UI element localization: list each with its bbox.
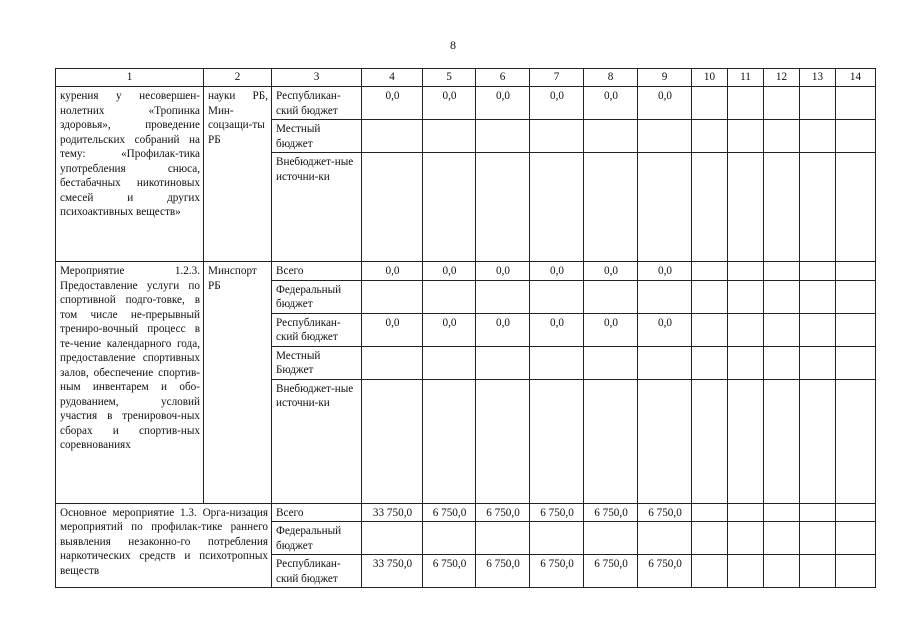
block2-value-col9: 0,0 (638, 313, 692, 346)
block3-value-col7: 6 750,0 (530, 503, 584, 522)
block2-value-col7 (530, 379, 584, 503)
page-number: 8 (450, 38, 456, 52)
block2-empty-col13 (800, 313, 836, 346)
block2-empty-col12 (764, 280, 800, 313)
block3-empty-col10 (692, 555, 728, 588)
block2-value-col4: 0,0 (362, 313, 423, 346)
block3-value-col7 (530, 522, 584, 555)
block3-value-col6: 6 750,0 (476, 503, 530, 522)
block1-empty-col14 (836, 87, 876, 120)
block2-funding-source: Местный Бюджет (272, 346, 362, 379)
block2-value-col5 (423, 346, 476, 379)
block1-empty-col10 (692, 120, 728, 153)
block3-funding-source: Федеральный бюджет (272, 522, 362, 555)
block2-value-col6: 0,0 (476, 313, 530, 346)
block2-value-col7: 0,0 (530, 313, 584, 346)
block1-value-col9 (638, 153, 692, 262)
column-header-12: 12 (764, 69, 800, 87)
block1-funding-source: Местный бюджет (272, 120, 362, 153)
column-header-10: 10 (692, 69, 728, 87)
block3-value-col8 (584, 522, 638, 555)
block1-value-col7 (530, 120, 584, 153)
block2-value-col6 (476, 346, 530, 379)
block2-empty-col14 (836, 262, 876, 281)
block2-value-col5: 0,0 (423, 262, 476, 281)
block3-value-col4: 33 750,0 (362, 503, 423, 522)
block2-funding-source: Внебюджет-ные источни-ки (272, 379, 362, 503)
block3-empty-col11 (728, 555, 764, 588)
block1-value-col4 (362, 120, 423, 153)
block2-empty-col11 (728, 379, 764, 503)
block1-empty-col13 (800, 153, 836, 262)
block3-empty-col14 (836, 503, 876, 522)
block1-executor: науки РБ, Мин-соцзащи-ты РБ (204, 87, 272, 262)
block3-value-col8: 6 750,0 (584, 503, 638, 522)
block3-empty-col13 (800, 522, 836, 555)
block1-value-col6 (476, 153, 530, 262)
column-header-4: 4 (362, 69, 423, 87)
block3-value-col9: 6 750,0 (638, 555, 692, 588)
block3-empty-col12 (764, 503, 800, 522)
block1-empty-col14 (836, 153, 876, 262)
block2-value-col5 (423, 379, 476, 503)
block3-value-col6: 6 750,0 (476, 555, 530, 588)
block3-empty-col12 (764, 555, 800, 588)
table-row (56, 503, 876, 522)
block3-value-col4 (362, 522, 423, 555)
block1-value-col8 (584, 153, 638, 262)
block2-value-col4: 0,0 (362, 262, 423, 281)
block1-description: курения у несовершен-нолетних «Тропинка здоровья», проведение родительских собраний на тему: «Профилак-тика употребления снюса, бестабачных никотиновых смесей и других психоактивных веществ» (56, 87, 204, 262)
block2-value-col9 (638, 280, 692, 313)
block1-empty-col14 (836, 120, 876, 153)
block2-empty-col14 (836, 280, 876, 313)
block2-empty-col14 (836, 346, 876, 379)
column-header-9: 9 (638, 69, 692, 87)
block2-empty-col10 (692, 379, 728, 503)
block2-empty-col12 (764, 346, 800, 379)
block2-empty-col12 (764, 379, 800, 503)
table-row (56, 262, 876, 281)
block2-value-col6: 0,0 (476, 262, 530, 281)
block2-empty-col14 (836, 379, 876, 503)
column-header-1: 1 (56, 69, 204, 87)
block1-empty-col12 (764, 153, 800, 262)
block3-value-col4: 33 750,0 (362, 555, 423, 588)
block2-empty-col11 (728, 280, 764, 313)
block3-value-col5: 6 750,0 (423, 503, 476, 522)
block2-empty-col10 (692, 346, 728, 379)
block1-empty-col10 (692, 87, 728, 120)
column-header-2: 2 (204, 69, 272, 87)
block2-value-col7: 0,0 (530, 262, 584, 281)
block1-value-col6 (476, 120, 530, 153)
table-row (56, 87, 876, 120)
column-header-13: 13 (800, 69, 836, 87)
block2-value-col4 (362, 280, 423, 313)
block3-value-col8: 6 750,0 (584, 555, 638, 588)
column-header-5: 5 (423, 69, 476, 87)
block2-value-col9: 0,0 (638, 262, 692, 281)
block2-value-col8 (584, 346, 638, 379)
block2-value-col5: 0,0 (423, 313, 476, 346)
block2-funding-source: Всего (272, 262, 362, 281)
block3-empty-col10 (692, 503, 728, 522)
block1-empty-col11 (728, 153, 764, 262)
block2-empty-col14 (836, 313, 876, 346)
block2-value-col9 (638, 379, 692, 503)
block3-value-col5 (423, 522, 476, 555)
column-header-7: 7 (530, 69, 584, 87)
block1-value-col9: 0,0 (638, 87, 692, 120)
block3-funding-source: Республикан-ский бюджет (272, 555, 362, 588)
block1-value-col5 (423, 153, 476, 262)
column-header-8: 8 (584, 69, 638, 87)
block2-empty-col13 (800, 262, 836, 281)
block2-value-col8 (584, 379, 638, 503)
block3-funding-source: Всего (272, 503, 362, 522)
column-header-14: 14 (836, 69, 876, 87)
column-header-6: 6 (476, 69, 530, 87)
block1-value-col5 (423, 120, 476, 153)
block3-value-col9: 6 750,0 (638, 503, 692, 522)
column-header-11: 11 (728, 69, 764, 87)
block1-empty-col11 (728, 120, 764, 153)
block1-value-col7: 0,0 (530, 87, 584, 120)
block1-empty-col13 (800, 87, 836, 120)
block1-value-col9 (638, 120, 692, 153)
block2-empty-col13 (800, 346, 836, 379)
block1-empty-col11 (728, 87, 764, 120)
block3-value-col7: 6 750,0 (530, 555, 584, 588)
block2-value-col5 (423, 280, 476, 313)
block3-empty-col14 (836, 522, 876, 555)
block2-funding-source: Федеральный бюджет (272, 280, 362, 313)
block1-funding-source: Внебюджет-ные источни-ки (272, 153, 362, 262)
block2-value-col9 (638, 346, 692, 379)
header-row (56, 69, 876, 87)
block2-description: Мероприятие 1.2.3. Предоставление услуги по спортивной подго-товке, в том числе не-прерывный трениро-вочный процесс в те-чение календарного года, предоставление спортивных залов, обеспечение спортив-ным инвентарем и обо-рудованием, условий участия в тренировоч-ных сборах и спортив-ных соревнованиях (56, 262, 204, 504)
block2-value-col7 (530, 280, 584, 313)
block1-value-col4 (362, 153, 423, 262)
block3-description: Основное мероприятие 1.3. Орга-низация мероприятий по профилак-тике раннего выявления незаконно-го потребления наркотических средств и психотропных веществ (56, 503, 272, 588)
block2-value-col6 (476, 379, 530, 503)
block2-value-col8 (584, 280, 638, 313)
block2-value-col7 (530, 346, 584, 379)
block1-empty-col10 (692, 153, 728, 262)
block3-empty-col11 (728, 522, 764, 555)
block1-value-col7 (530, 153, 584, 262)
block2-empty-col10 (692, 313, 728, 346)
block3-empty-col11 (728, 503, 764, 522)
block2-empty-col10 (692, 262, 728, 281)
block2-empty-col11 (728, 313, 764, 346)
block2-empty-col11 (728, 346, 764, 379)
block1-funding-source: Республикан-ский бюджет (272, 87, 362, 120)
budget-table (55, 68, 876, 588)
block1-value-col8 (584, 120, 638, 153)
block2-funding-source: Республикан-ский бюджет (272, 313, 362, 346)
block2-value-col8: 0,0 (584, 262, 638, 281)
block1-value-col5: 0,0 (423, 87, 476, 120)
column-header-3: 3 (272, 69, 362, 87)
block2-value-col6 (476, 280, 530, 313)
block3-empty-col14 (836, 555, 876, 588)
block3-value-col9 (638, 522, 692, 555)
block1-value-col8: 0,0 (584, 87, 638, 120)
block1-empty-col13 (800, 120, 836, 153)
block1-empty-col12 (764, 120, 800, 153)
block2-empty-col13 (800, 379, 836, 503)
block2-empty-col13 (800, 280, 836, 313)
block2-empty-col12 (764, 313, 800, 346)
block2-empty-col12 (764, 262, 800, 281)
block3-value-col5: 6 750,0 (423, 555, 476, 588)
block2-value-col8: 0,0 (584, 313, 638, 346)
block1-empty-col12 (764, 87, 800, 120)
block3-value-col6 (476, 522, 530, 555)
block2-executor: Минспорт РБ (204, 262, 272, 504)
block3-empty-col12 (764, 522, 800, 555)
block1-value-col4: 0,0 (362, 87, 423, 120)
block2-empty-col10 (692, 280, 728, 313)
block2-value-col4 (362, 346, 423, 379)
block3-empty-col13 (800, 555, 836, 588)
block1-value-col6: 0,0 (476, 87, 530, 120)
block3-empty-col13 (800, 503, 836, 522)
block2-value-col4 (362, 379, 423, 503)
block2-empty-col11 (728, 262, 764, 281)
block3-empty-col10 (692, 522, 728, 555)
